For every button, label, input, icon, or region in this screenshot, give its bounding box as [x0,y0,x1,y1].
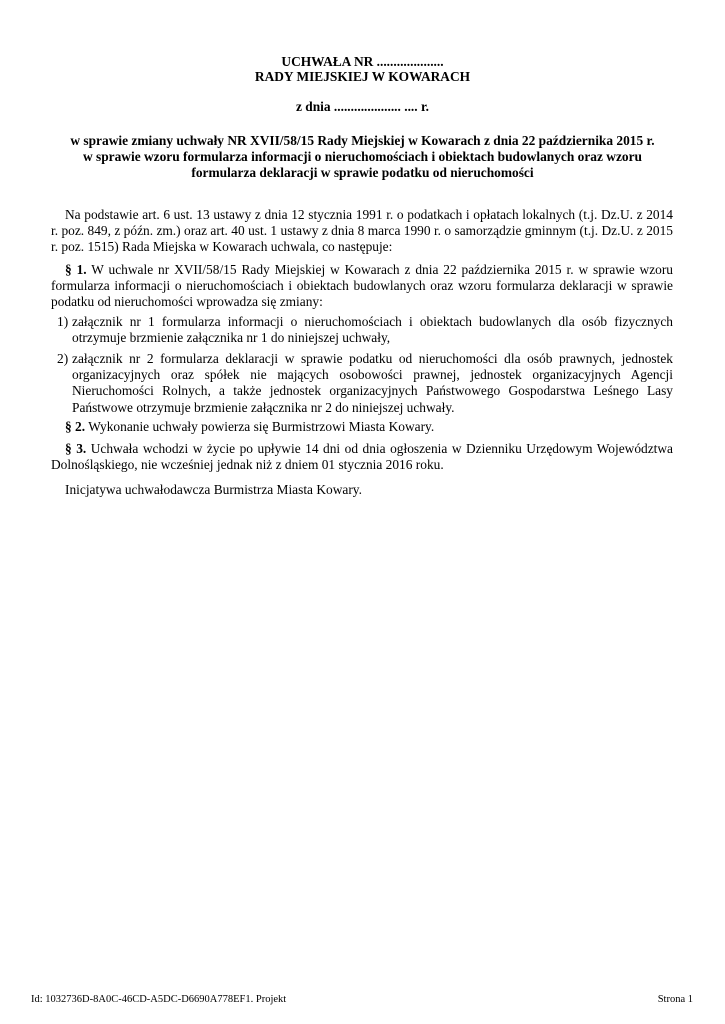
list-item-text: załącznik nr 1 formularza informacji o nieruchomościach i obiektach budowlanych dla osób fizycznych otrzymuje brzmienie załącznika nr 1 do niniejszej uchwały, [72,314,673,346]
amendment-list-item [51,351,673,416]
section-1-paragraph [51,262,673,311]
legal-basis-paragraph: Na podstawie art. 6 ust. 13 ustawy z dnia 12 stycznia 1991 r. o podatkach i opłatach lokalnych (t.j. Dz.U. z 2014 r. poz. 849, z późn. zm.) oraz art. 40 ust. 1 ustawy z dnia 8 marca 1990 r. o samorządzie gminnym (t.j. Dz.U. z 2015 r. poz. 1515) Rada Miejska w Kowarach uchwala, co następuje: [51,207,673,255]
resolution-number: UCHWAŁA NR .................... [281,54,444,69]
resolution-subject [0,133,725,181]
initiative-paragraph: Inicjatywa uchwałodawcza Burmistrza Miasta Kowary. [65,482,362,497]
section-2-label: § 2. [65,419,86,434]
subject-line-1: w sprawie zmiany uchwały NR XVII/58/15 Rady Miejskiej w Kowarach z dnia 22 października 2015 r. [70,133,655,148]
section-3-paragraph [51,441,673,473]
section-2-text: Wykonanie uchwały powierza się Burmistrzowi Miasta Kowary. [85,419,435,434]
subject-line-2: w sprawie wzoru formularza informacji o nieruchomościach i obiektach budowlanych oraz wzoru [82,149,642,164]
resolution-date: z dnia .................... .... r. [295,99,430,114]
council-name: RADY MIEJSKIEJ W KOWARACH [254,69,471,84]
page-number: Strona 1 [657,994,693,1005]
section-2-paragraph [51,419,673,435]
resolution-title [0,54,725,84]
subject-line-3: formularza deklaracji w sprawie podatku od nieruchomości [191,165,534,180]
section-3-label: § 3. [65,441,87,456]
list-item-number: 1) [57,314,69,329]
list-item-number: 2) [57,351,69,366]
section-3-text: Uchwała wchodzi w życie po upływie 14 dni od dnia ogłoszenia w Dzienniku Urzędowym Województwa Dolnośląskiego, nie wcześniej jednak niż z dniem 01 stycznia 2016 roku. [51,441,674,473]
amendment-list-item [51,314,673,346]
list-item-text: załącznik nr 2 formularza deklaracji w sprawie podatku od nieruchomości dla osób prawnych, jednostek organizacyjnych oraz spółek nie mających osobowości prawnej, jednostek organizacyjnych Agencji Nieruchomości Rolnych, a także jednostek organizacyjnych Państwowego Gospodarstwa Leśnego Lasy Państwowe otrzymuje brzmienie załącznika nr 2 do niniejszej uchwały. [72,351,673,415]
section-1-text: W uchwale nr XVII/58/15 Rady Miejskiej w Kowarach z dnia 22 października 2015 r. w sprawie wzoru formularza informacji o nieruchomościach i obiektach budowlanych oraz wzoru formularza deklaracji w sprawie podatku od nieruchomości wprowadza się zmiany: [51,262,673,310]
section-1-label: § 1. [65,262,87,277]
document-id: Id: 1032736D-8A0C-46CD-A5DC-D6690A778EF1. Projekt [31,994,287,1005]
